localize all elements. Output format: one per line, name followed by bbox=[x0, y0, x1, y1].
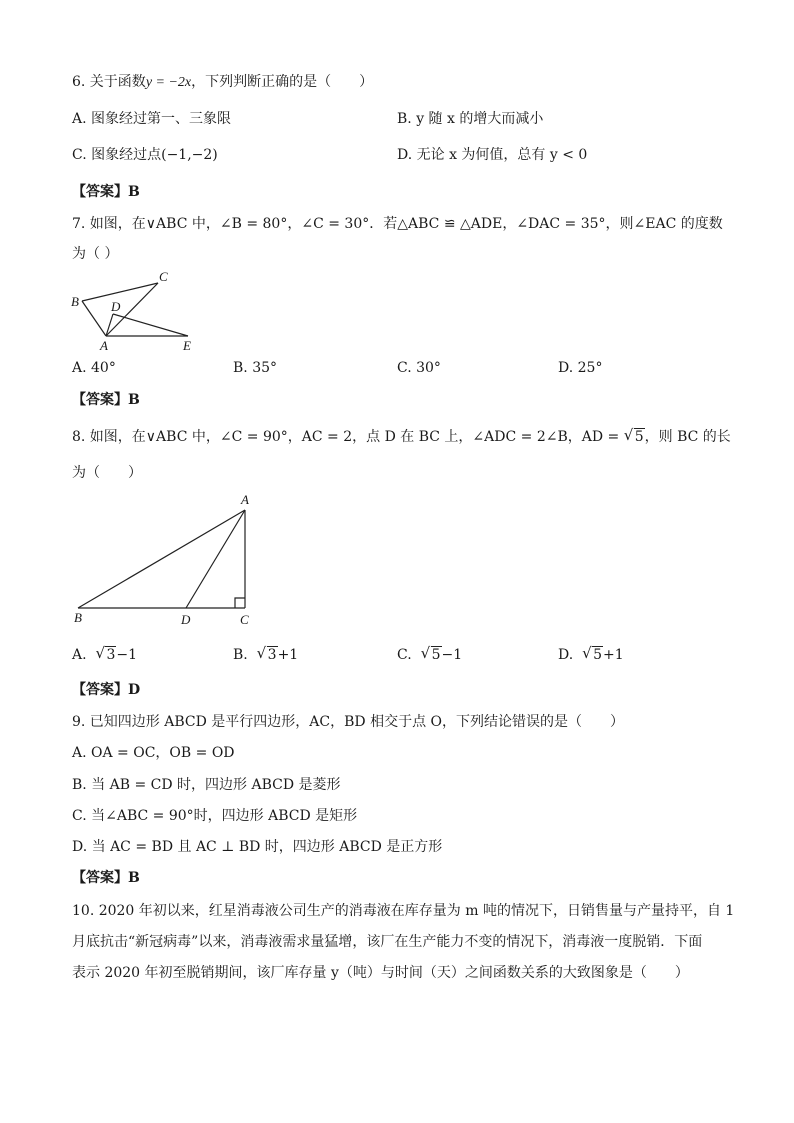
q7-label-d: D bbox=[111, 299, 121, 314]
q6-option-a: A. 图象经过第一、三象限 bbox=[72, 111, 232, 127]
q7-stem-line2: 为（ ） bbox=[72, 246, 119, 262]
q8-stem-text: 8. 如图，在∨ABC 中，∠C = 90°，AC = 2，点 D 在 BC 上，∠ADC = 2∠B，AD = bbox=[72, 429, 620, 445]
q8-label-a: A bbox=[241, 492, 249, 507]
q6-option-b: B. y 随 x 的增大而减小 bbox=[397, 111, 544, 127]
q10-stem-line2: 月底抗击“新冠病毒”以来，消毒液需求量猛增，该厂在生产能力不变的情况下，消毒液一度脱销．下面 bbox=[72, 934, 703, 950]
q6-answer: 【答案】B bbox=[72, 184, 140, 200]
q7-label-a: A bbox=[100, 338, 108, 353]
q9-option-a: A. OA = OC，OB = OD bbox=[72, 745, 235, 761]
q6-option-d: D. 无论 x 为何值，总有 y < 0 bbox=[397, 147, 588, 163]
q6-option-c: C. 图象经过点(−1,−2) bbox=[72, 147, 218, 163]
q7-label-b: B bbox=[71, 294, 79, 309]
q8-option-a bbox=[72, 645, 137, 665]
q6-stem bbox=[72, 72, 373, 93]
q8-stem-line1 bbox=[72, 427, 731, 447]
q8-segment-ba bbox=[78, 510, 245, 608]
q9-answer: 【答案】B bbox=[72, 870, 140, 886]
q8-option-c-rad: 5 bbox=[431, 647, 441, 663]
q10-stem-line3: 表示 2020 年初至脱销期间，该厂库存量 y（吨）与时间（天）之间函数关系的大致图象是（ ） bbox=[72, 965, 689, 981]
q8-option-c-sqrt: √ 5 bbox=[420, 644, 441, 663]
q8-option-b-tail: +1 bbox=[277, 647, 299, 663]
q6-function: y = −2x bbox=[145, 75, 192, 90]
q8-stem-line2: 为（ ） bbox=[72, 465, 142, 481]
q7-option-d: D. 25° bbox=[558, 360, 603, 376]
q7-segment-de bbox=[113, 314, 188, 336]
q8-option-d-tail: +1 bbox=[603, 647, 624, 663]
q6-stem-text: 6. 关于函数 bbox=[72, 74, 146, 90]
q10-stem-line1: 10. 2020 年初以来，红星消毒液公司生产的消毒液在库存量为 m 吨的情况下，日销售量与产量持平，自 1 bbox=[72, 903, 735, 919]
q8-segment-ad bbox=[186, 510, 245, 608]
q7-option-a: A. 40° bbox=[72, 360, 116, 376]
q8-option-a-label: A. bbox=[72, 647, 87, 663]
q8-right-triangle-figure bbox=[70, 490, 260, 630]
q8-option-b-label: B. bbox=[233, 647, 248, 663]
q8-option-a-sqrt: √ 3 bbox=[95, 644, 116, 663]
q7-option-b: B. 35° bbox=[233, 360, 278, 376]
q8-option-c bbox=[397, 645, 462, 665]
q7-label-c: C bbox=[159, 269, 168, 284]
q8-sqrt-value: 5 bbox=[634, 429, 644, 445]
q6-stem-tail: ，下列判断正确的是（ ） bbox=[191, 74, 374, 90]
q8-option-c-label: C. bbox=[397, 647, 412, 663]
q8-option-b-sqrt: √ 3 bbox=[256, 644, 277, 663]
q7-stem-line1: 7. 如图，在∨ABC 中，∠B = 80°，∠C = 30°．若△ABC ≌ △ADE，∠DAC = 35°，则∠EAC 的度数 bbox=[72, 216, 723, 232]
q8-option-b-rad: 3 bbox=[267, 647, 277, 663]
q8-stem-tail: ，则 BC 的长 bbox=[644, 429, 731, 445]
q8-option-d-sqrt: √ 5 bbox=[582, 644, 603, 663]
q9-option-c: C. 当∠ABC = 90°时，四边形 ABCD 是矩形 bbox=[72, 808, 358, 824]
q8-sqrt: √ 5 bbox=[623, 426, 644, 445]
q8-option-d-label: D. bbox=[558, 647, 574, 663]
q9-stem: 9. 已知四边形 ABCD 是平行四边形，AC，BD 相交于点 O，下列结论错误的是（ ） bbox=[72, 714, 625, 730]
q8-label-d: D bbox=[181, 612, 191, 627]
q8-option-c-tail: −1 bbox=[441, 647, 463, 663]
q7-option-c: C. 30° bbox=[397, 360, 441, 376]
q8-option-b bbox=[233, 645, 298, 665]
q8-option-a-rad: 3 bbox=[106, 647, 116, 663]
q7-segment-ba bbox=[82, 301, 106, 336]
q7-answer: 【答案】B bbox=[72, 392, 140, 408]
q8-option-d-rad: 5 bbox=[593, 647, 603, 663]
q8-option-a-tail: −1 bbox=[116, 647, 138, 663]
q9-option-d: D. 当 AC = BD 且 AC ⊥ BD 时，四边形 ABCD 是正方形 bbox=[72, 839, 443, 855]
q8-option-d bbox=[558, 645, 624, 665]
q7-triangle-figure bbox=[60, 264, 220, 354]
q9-option-b: B. 当 AB = CD 时，四边形 ABCD 是菱形 bbox=[72, 777, 341, 793]
q8-label-b: B bbox=[74, 610, 82, 625]
q8-right-angle-mark bbox=[235, 598, 245, 608]
q8-label-c: C bbox=[240, 612, 249, 627]
q8-answer: 【答案】D bbox=[72, 682, 141, 698]
q7-label-e: E bbox=[183, 338, 191, 353]
